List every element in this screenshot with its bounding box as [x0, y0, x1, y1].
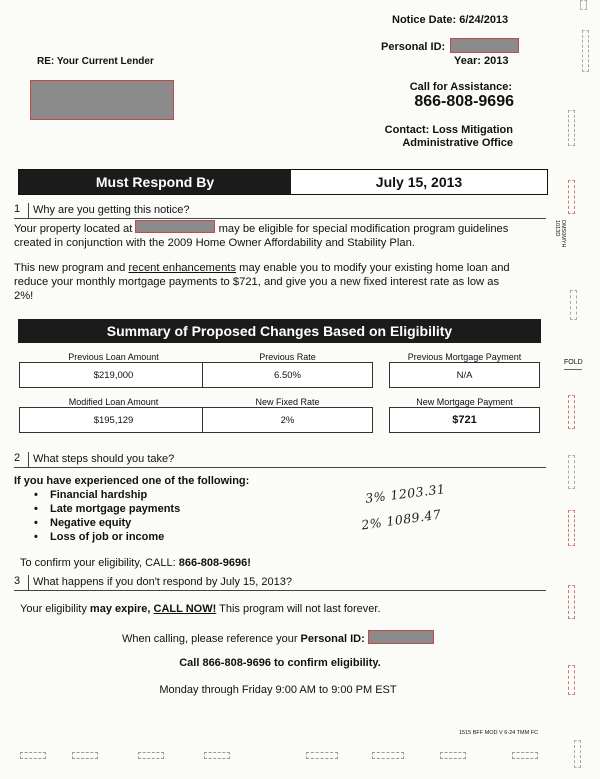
section-number: 2 — [14, 452, 21, 464]
bullet-text: Loss of job or income — [50, 531, 165, 543]
bullet-text: Late mortgage payments — [50, 503, 181, 515]
must-respond-date: July 15, 2013 — [291, 170, 547, 194]
bullet-item — [34, 531, 164, 543]
section-2-header — [14, 452, 546, 468]
section-number: 3 — [14, 575, 21, 587]
margin-mark — [568, 180, 575, 214]
bullet-dot: • — [34, 531, 38, 543]
p2-end: may enable you to modify your existing home loan and — [239, 262, 510, 274]
bullet-item — [34, 517, 131, 529]
bullet-dot: • — [34, 489, 38, 501]
confirm-phone: 866-808-9696! — [178, 557, 251, 569]
redacted-property-address — [135, 220, 215, 233]
expire-line — [20, 603, 381, 615]
margin-mark — [574, 740, 581, 768]
cell-label: Previous Loan Amount — [68, 352, 159, 362]
side-code: DMS0MYH 1013D — [554, 220, 566, 248]
margin-mark — [568, 110, 575, 146]
re-line: RE: Your Current Lender — [37, 56, 154, 67]
margin-mark — [580, 0, 587, 10]
bullet-text: Negative equity — [50, 517, 132, 529]
must-respond-banner — [18, 169, 548, 195]
contact-line-2: Administrative Office — [402, 137, 513, 149]
margin-mark — [582, 30, 589, 72]
bullet-text: Financial hardship — [50, 489, 148, 501]
section-1-paragraph-2 — [14, 261, 544, 303]
margin-mark — [570, 290, 577, 320]
section-title: What happens if you don't respond by July 15, 2013? — [33, 576, 292, 588]
reference-id-label: Personal ID: — [300, 633, 365, 645]
p2-start: This new program and — [14, 262, 126, 274]
contact-line-1: Contact: Loss Mitigation — [384, 124, 513, 136]
cell-label: Modified Loan Amount — [68, 397, 159, 407]
handwritten-note-2: 2% 1089.47 — [360, 506, 443, 533]
bullet-dot: • — [34, 517, 38, 529]
cell-value: 2% — [202, 407, 373, 433]
margin-mark — [568, 510, 575, 546]
bottom-mark — [20, 752, 46, 759]
bottom-mark — [204, 752, 230, 759]
cell-value: $721 — [389, 407, 540, 433]
bullet-item — [34, 489, 147, 501]
redacted-personal-id — [450, 38, 519, 53]
cell-value: N/A — [389, 362, 540, 388]
confirm-text: To confirm your eligibility, CALL: — [20, 557, 176, 569]
hardship-intro: If you have experienced one of the following: — [14, 475, 250, 487]
cell-label: Previous Rate — [259, 352, 316, 362]
section-title: What steps should you take? — [33, 453, 175, 465]
confirm-line — [20, 557, 251, 569]
section-title: Why are you getting this notice? — [33, 204, 190, 216]
section-divider — [28, 452, 29, 467]
year-label: Year: 2013 — [454, 55, 509, 67]
cell-value: $195,129 — [19, 407, 208, 433]
bottom-mark — [372, 752, 404, 759]
section-divider — [28, 575, 29, 590]
fold-line — [564, 369, 582, 370]
redacted-address-block — [30, 80, 174, 120]
call-assistance-label: Call for Assistance: — [409, 81, 512, 93]
p2-line-2: reduce your monthly mortgage payments to $721, and give you a new fixed interest rate as low as — [14, 276, 500, 288]
must-respond-label: Must Respond By — [19, 170, 291, 194]
call-now-text: CALL NOW! — [153, 603, 217, 615]
reference-text: When calling, please reference your — [122, 633, 298, 645]
section-3-header — [14, 575, 546, 591]
bottom-mark — [72, 752, 98, 759]
footer-code: 1515 BFF MOD V 6-24 TMM FC — [459, 730, 539, 736]
reference-line — [122, 630, 434, 645]
fold-mark: FOLD — [564, 359, 583, 366]
p2-line-3: 2%! — [14, 290, 34, 302]
section-number: 1 — [14, 203, 21, 215]
office-hours: Monday through Friday 9:00 AM to 9:00 PM EST — [159, 684, 397, 696]
section-1-header — [14, 203, 546, 219]
p1-line-2: created in conjunction with the 2009 Home Owner Affordability and Stability Plan. — [14, 237, 415, 249]
p1-start: Your property located at — [14, 223, 133, 235]
bottom-mark — [440, 752, 466, 759]
cell-value: $219,000 — [19, 362, 208, 388]
margin-mark — [568, 665, 575, 695]
expire-end: This program will not last forever. — [219, 603, 381, 615]
bullet-dot: • — [34, 503, 38, 515]
section-divider — [28, 203, 29, 218]
handwritten-note-1: 3% 1203.31 — [364, 481, 447, 506]
bottom-mark — [306, 752, 338, 759]
assistance-phone: 866-808-9696 — [414, 93, 514, 110]
expire-bold: may expire, — [89, 603, 151, 615]
bullet-item — [34, 503, 180, 515]
bottom-mark — [138, 752, 164, 759]
call-to-confirm: Call 866-808-9696 to confirm eligibility. — [179, 657, 381, 669]
redacted-personal-id — [368, 630, 434, 644]
margin-mark — [568, 455, 575, 489]
expire-start: Your eligibility — [20, 603, 87, 615]
summary-banner: Summary of Proposed Changes Based on Eligibility — [18, 319, 541, 343]
margin-mark — [568, 395, 575, 429]
margin-mark — [568, 585, 575, 619]
section-1-paragraph-1 — [14, 220, 544, 250]
personal-id-label: Personal ID: — [381, 41, 446, 53]
notice-date: Notice Date: 6/24/2013 — [392, 14, 509, 26]
cell-label: Previous Mortgage Payment — [407, 352, 522, 362]
cell-value: 6.50% — [202, 362, 373, 388]
cell-label: New Mortgage Payment — [416, 397, 513, 407]
cell-label: New Fixed Rate — [255, 397, 320, 407]
p1-end: may be eligible for special modification program guidelines — [218, 223, 509, 235]
bottom-mark — [512, 752, 538, 759]
recent-enhancements-text: recent enhancements — [128, 262, 237, 274]
